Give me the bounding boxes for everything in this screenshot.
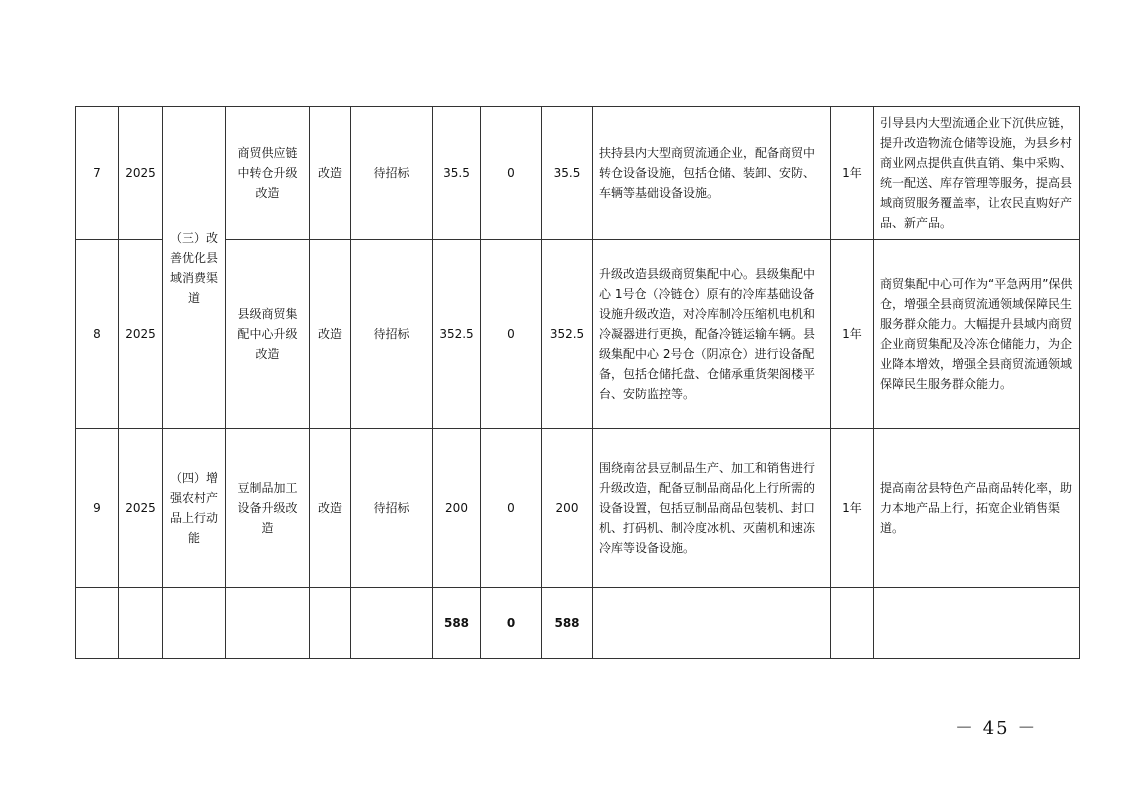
benefit-cell: 引导县内大型流通企业下沉供应链，提升改造物流仓储等设施，为县乡村商业网点提供直供直销、集中采购、统一配送、库存管理等服务，提高县域商贸服务覆盖率，让农民直购好产品、新产品。 bbox=[874, 107, 1080, 240]
amount-cell: 200 bbox=[542, 429, 593, 588]
project-name-cell: 商贸供应链中转仓升级改造 bbox=[226, 107, 310, 240]
status-cell: 待招标 bbox=[351, 107, 433, 240]
type-cell: 改造 bbox=[310, 429, 351, 588]
project-table bbox=[75, 106, 1080, 659]
category-cell: （三）改善优化县域消费渠道 bbox=[163, 107, 226, 429]
empty-cell bbox=[831, 588, 874, 659]
status-cell: 待招标 bbox=[351, 429, 433, 588]
empty-cell bbox=[593, 588, 831, 659]
empty-cell bbox=[119, 588, 163, 659]
row-number: 8 bbox=[76, 240, 119, 429]
project-name-cell: 豆制品加工设备升级改造 bbox=[226, 429, 310, 588]
row-number: 9 bbox=[76, 429, 119, 588]
totals-row bbox=[76, 588, 1080, 659]
content-cell: 升级改造县级商贸集配中心。县级集配中心 1号仓（冷链仓）原有的冷库基础设备设施升级改造，对冷库制冷压缩机电机和冷凝器进行更换，配备冷链运输车辆。县级集配中心 2号仓（阴凉仓）进行设备配备，包括仓储托盘、仓储承重货架阁楼平台、安防监控等。 bbox=[593, 240, 831, 429]
empty-cell bbox=[226, 588, 310, 659]
total-cell: 352.5 bbox=[433, 240, 481, 429]
table-row bbox=[76, 107, 1080, 240]
category-cell: （四）增强农村产品上行动能 bbox=[163, 429, 226, 588]
content-cell: 扶持县内大型商贸流通企业，配备商贸中转仓设备设施，包括仓储、装卸、安防、车辆等基础设备设施。 bbox=[593, 107, 831, 240]
total-cell: 35.5 bbox=[433, 107, 481, 240]
amount-cell: 35.5 bbox=[542, 107, 593, 240]
table-row bbox=[76, 429, 1080, 588]
year-cell: 2025 bbox=[119, 240, 163, 429]
zero-cell: 0 bbox=[481, 107, 542, 240]
period-cell: 1年 bbox=[831, 107, 874, 240]
amount-sum-cell: 588 bbox=[542, 588, 593, 659]
table-row bbox=[76, 240, 1080, 429]
total-cell: 200 bbox=[433, 429, 481, 588]
empty-cell bbox=[874, 588, 1080, 659]
benefit-cell: 商贸集配中心可作为“平急两用”保供仓，增强全县商贸流通领域保障民生服务群众能力。大幅提升县域内商贸企业商贸集配及冷冻仓储能力，为企业降本增效，增强全县商贸流通领域保障民生服务群众能力。 bbox=[874, 240, 1080, 429]
zero-cell: 0 bbox=[481, 240, 542, 429]
period-cell: 1年 bbox=[831, 240, 874, 429]
page-number: － 45 － bbox=[955, 718, 1038, 739]
total-sum-cell: 588 bbox=[433, 588, 481, 659]
zero-sum-cell: 0 bbox=[481, 588, 542, 659]
empty-cell bbox=[76, 588, 119, 659]
empty-cell bbox=[310, 588, 351, 659]
year-cell: 2025 bbox=[119, 107, 163, 240]
status-cell: 待招标 bbox=[351, 240, 433, 429]
content-cell: 围绕南岔县豆制品生产、加工和销售进行升级改造，配备豆制品商品化上行所需的设备设置，包括豆制品商品包装机、封口机、打码机、制冷度冰机、灭菌机和速冻冷库等设备设施。 bbox=[593, 429, 831, 588]
benefit-cell: 提高南岔县特色产品商品转化率，助力本地产品上行，拓宽企业销售渠道。 bbox=[874, 429, 1080, 588]
project-name-cell: 县级商贸集配中心升级改造 bbox=[226, 240, 310, 429]
type-cell: 改造 bbox=[310, 107, 351, 240]
period-cell: 1年 bbox=[831, 429, 874, 588]
amount-cell: 352.5 bbox=[542, 240, 593, 429]
empty-cell bbox=[351, 588, 433, 659]
row-number: 7 bbox=[76, 107, 119, 240]
empty-cell bbox=[163, 588, 226, 659]
year-cell: 2025 bbox=[119, 429, 163, 588]
type-cell: 改造 bbox=[310, 240, 351, 429]
zero-cell: 0 bbox=[481, 429, 542, 588]
